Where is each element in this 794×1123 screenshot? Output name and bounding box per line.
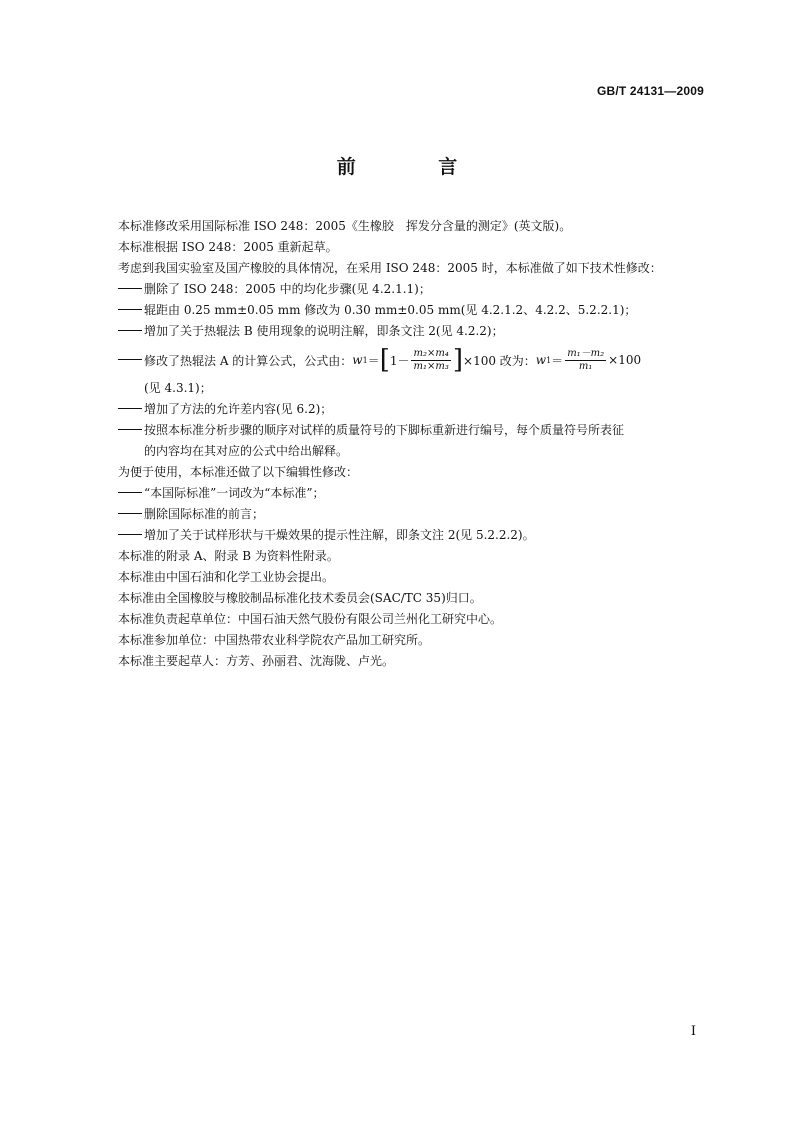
editorial-change-text: 删除国际标准的前言； — [144, 507, 265, 521]
formula-1-times: ×100 改为： — [463, 353, 536, 368]
formula-continuation: (见 4.3.1)； — [144, 381, 212, 395]
tech-change-text: 删除了 ISO 248：2005 中的均化步骤(见 4.2.1.1)； — [144, 282, 431, 296]
em-dash-bullet — [118, 359, 142, 360]
tech-change-text: 增加了方法的允许差内容(见 6.2)； — [144, 402, 333, 416]
paragraph-lead-drafter: 本标准负责起草单位：中国石油天然气股份有限公司兰州化工研究中心。 — [118, 612, 503, 626]
em-dash-bullet — [118, 309, 142, 310]
em-dash-bullet — [118, 408, 142, 409]
formula-1-numerator: m₂×m₄ — [413, 347, 449, 359]
tech-change-text: 增加了关于热辊法 B 使用现象的说明注解，即条文注 2(见 4.2.2)； — [144, 324, 504, 338]
standard-code: GB/T 24131—2009 — [596, 84, 704, 98]
list-item — [118, 300, 708, 321]
em-dash-bullet — [118, 429, 142, 430]
list-item — [118, 420, 708, 441]
em-dash-bullet — [118, 288, 142, 289]
formula-prefix: 修改了热辊法 A 的计算公式，公式由： — [144, 353, 353, 368]
formula-2-fraction — [565, 348, 606, 373]
paragraph-adoption: 本标准修改采用国际标准 ISO 248：2005《生橡胶 挥发分含量的测定》(英文版)。 — [118, 219, 572, 233]
formula-2-lhs-sub: 1 — [546, 355, 552, 365]
formula-1-fraction — [411, 348, 450, 373]
left-bracket-icon: [ — [379, 345, 390, 375]
paragraph-tech-intro: 考虑到我国实验室及国产橡胶的具体情况，在采用 ISO 248：2005 时，本标准做了如下技术性修改： — [118, 261, 662, 275]
em-dash-bullet — [118, 330, 142, 331]
paragraph-committee: 本标准由全国橡胶与橡胶制品标准化技术委员会(SAC/TC 35)归口。 — [118, 591, 482, 605]
list-item — [118, 399, 708, 420]
formula-1-lhs: w — [352, 353, 363, 367]
tech-change-text: 辊距由 0.25 mm±0.05 mm 修改为 0.30 mm±0.05 mm(见 4.2.1.2、4.2.2、5.2.2.1)； — [144, 303, 637, 317]
paragraph-editorial-intro: 为便于使用，本标准还做了以下编辑性修改： — [118, 465, 359, 479]
foreword-body — [118, 216, 708, 672]
editorial-change-text: 增加了关于试样形状与干燥效果的提示性注解，即条文注 2(见 5.2.2.2)。 — [144, 528, 535, 542]
list-item — [118, 483, 708, 504]
list-item-continuation: 的内容均在其对应的公式中给出解释。 — [144, 444, 349, 458]
em-dash-bullet — [118, 534, 142, 535]
formula-2-numerator: m₁－m₂ — [567, 347, 605, 359]
formula-2-lhs: w — [535, 353, 547, 367]
right-bracket-icon: ] — [452, 345, 464, 375]
page-title: 前 言 — [336, 156, 496, 178]
formula-2-denominator: m₁ — [578, 360, 593, 372]
paragraph-drafters: 本标准主要起草人：方芳、孙丽君、沈海陇、卢光。 — [118, 654, 395, 668]
em-dash-bullet — [118, 513, 142, 514]
formula-2-times: ×100 — [608, 353, 642, 367]
paragraph-annex: 本标准的附录 A、附录 B 为资料性附录。 — [118, 549, 339, 563]
formula-2-equals: ＝ — [551, 353, 564, 368]
list-item — [118, 321, 708, 342]
list-item — [118, 279, 708, 300]
list-item — [118, 504, 708, 525]
tech-change-text: 按照本标准分析步骤的顺序对试样的质量符号的下脚标重新进行编号，每个质量符号所表征 — [144, 423, 625, 437]
page-number: I — [690, 1024, 696, 1039]
paragraph-proposer: 本标准由中国石油和化学工业协会提出。 — [118, 570, 335, 584]
paragraph-participant: 本标准参加单位：中国热带农业科学院农产品加工研究所。 — [118, 633, 431, 647]
formula-1-denominator: m₁×m₃ — [413, 360, 449, 372]
formula-1-lhs-sub: 1 — [362, 355, 368, 365]
formula-1-one-minus: 1－ — [389, 353, 410, 368]
list-item — [118, 525, 708, 546]
editorial-change-text: “本国际标准”一词改为“本标准”； — [144, 486, 325, 500]
em-dash-bullet — [118, 492, 142, 493]
formula-1-equals: ＝ — [367, 353, 380, 368]
formula-list-item — [118, 342, 708, 378]
paragraph-drafting-basis: 本标准根据 ISO 248：2005 重新起草。 — [118, 240, 338, 254]
